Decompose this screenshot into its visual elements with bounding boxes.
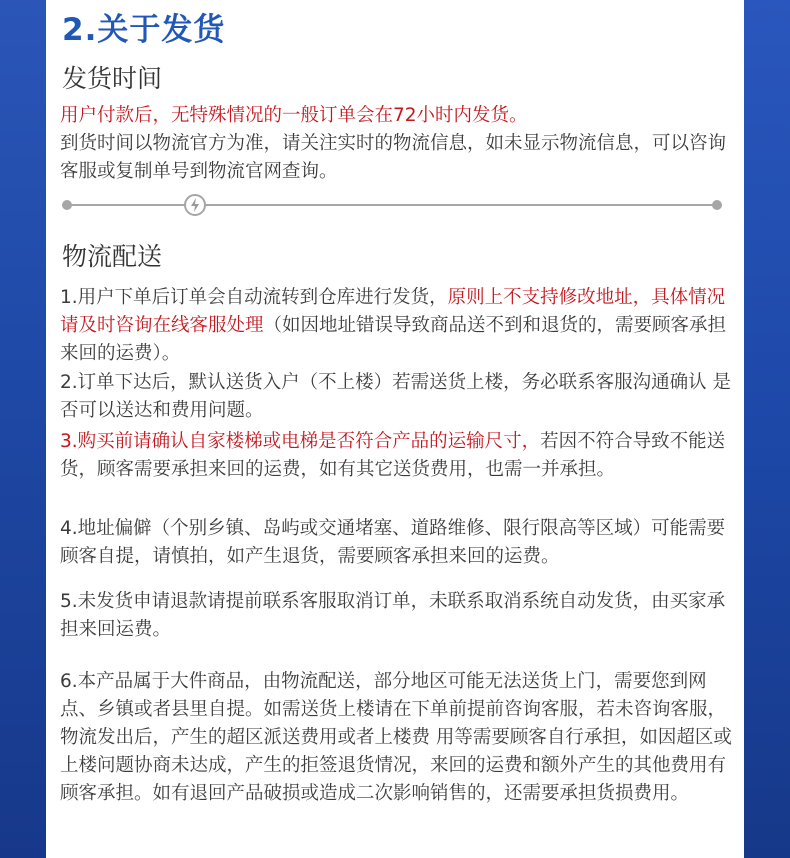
section-divider — [62, 193, 722, 217]
lightning-icon — [184, 194, 206, 216]
shipping-time-highlight: 用户付款后，无特殊情况的一般订单会在72小时内发货。 — [60, 105, 528, 126]
item-3-highlight: 3.购买前请确认自家楼梯或电梯是否符合产品的运输尺寸， — [60, 431, 541, 452]
divider-line — [66, 204, 718, 206]
item-1-note: （如因地址错误导致商品送不到和退货的，需要顾客承担来回的运费）。 — [60, 315, 727, 364]
logistics-item-4: 4.地址偏僻（个别乡镇、岛屿或交通堵塞、道路维修、限行限高等区域）可能需要顾客自提，请慎拍，如产生退货，需要顾客承担来回的运费。 — [60, 518, 726, 567]
shipping-time-title: 发货时间 — [62, 64, 163, 93]
left-background-band — [0, 0, 46, 858]
logistics-item-2: 2.订单下达后，默认送货入户（不上楼）若需送货上楼，务必联系客服沟通确认 是否可以送达和费用问题。 — [60, 372, 732, 421]
section-heading: 2.关于发货 — [62, 12, 226, 48]
right-background-band — [744, 0, 790, 858]
shipping-time-paragraph — [60, 102, 740, 186]
divider-dot-right — [712, 200, 722, 210]
content-card — [46, 0, 744, 858]
item-1-text: 1.用户下单后订单会自动流转到仓库进行发货， — [60, 287, 448, 308]
divider-dot-left — [62, 200, 72, 210]
logistics-item-5: 5.未发货申请退款请提前联系客服取消订单，未联系取消系统自动发货，由买家承担来回运费。 — [60, 591, 726, 640]
item-1-highlight: 原则上不支持修改地址，具体情况请及时咨询在线客服处理 — [60, 287, 726, 336]
logistics-item-1 — [60, 284, 740, 368]
logistics-title: 物流配送 — [62, 242, 163, 271]
logistics-item-6: 6.本产品属于大件商品，由物流配送，部分地区可能无法送货上门，需要您到网点、乡镇或者县里自提。如需送货上楼请在下单前提前咨询客服，若未咨询客服，物流发出后，产生的超区派送费用或者上楼费 用等需要顾客自行承担，如因超区或上楼问题协商未达成，产生的拒签退货情况，来回的运费和额外产生的其他费用有顾客承担。如有退回产品破损或造成二次影响销售的，还需要承担货损费用。 — [60, 671, 732, 804]
logistics-item-3 — [60, 428, 740, 484]
item-3-text: 若因不符合导致不能送货，顾客需要承担来回的运费，如有其它送货费用，也需一并承担。 — [60, 431, 726, 480]
shipping-time-body: 到货时间以物流官方为准，请关注实时的物流信息，如未显示物流信息，可以咨询客服或复制单号到物流官网查询。 — [60, 133, 727, 182]
